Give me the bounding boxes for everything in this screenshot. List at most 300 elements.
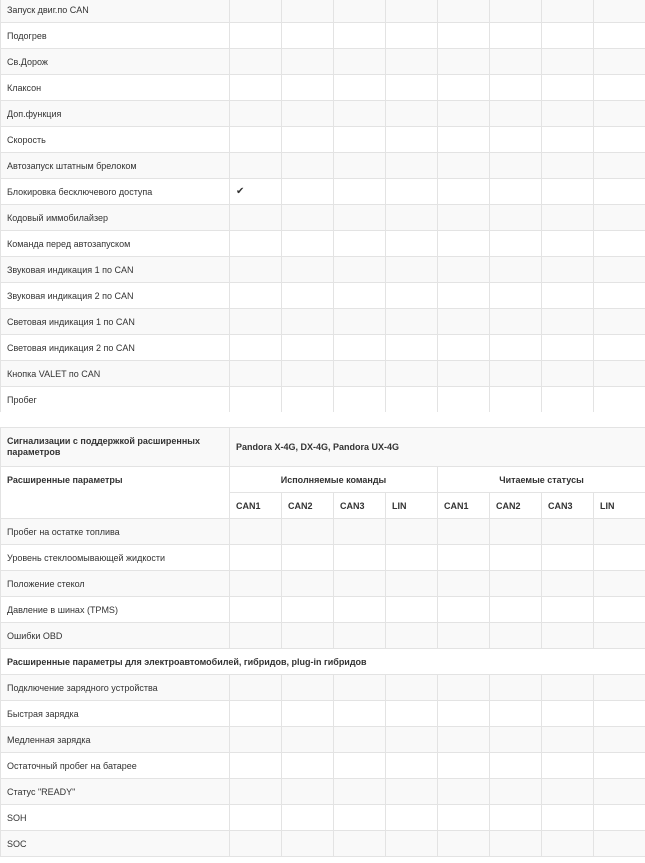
value-cell	[334, 545, 386, 571]
row-label: Пробег	[1, 387, 230, 413]
value-cell	[438, 231, 490, 257]
value-cell	[438, 257, 490, 283]
value-cell	[334, 153, 386, 179]
value-cell	[438, 127, 490, 153]
value-cell	[438, 75, 490, 101]
value-cell	[438, 727, 490, 753]
value-cell	[334, 179, 386, 205]
row-label: Звуковая индикация 1 по CAN	[1, 257, 230, 283]
value-cell	[490, 805, 542, 831]
capabilities-table	[0, 0, 645, 413]
value-cell	[230, 309, 282, 335]
value-cell	[438, 545, 490, 571]
value-cell	[438, 361, 490, 387]
value-cell	[230, 519, 282, 545]
table-row	[1, 805, 645, 831]
table-row	[1, 571, 645, 597]
value-cell	[386, 623, 438, 649]
value-cell	[542, 805, 594, 831]
table-row	[1, 127, 645, 153]
value-cell	[230, 0, 282, 23]
row-label: Автозапуск штатным брелоком	[1, 153, 230, 179]
value-cell	[386, 101, 438, 127]
value-cell	[542, 75, 594, 101]
value-cell	[438, 283, 490, 309]
value-cell	[230, 545, 282, 571]
value-cell	[282, 0, 334, 23]
value-cell	[230, 101, 282, 127]
value-cell	[542, 361, 594, 387]
value-cell	[334, 701, 386, 727]
value-cell	[230, 831, 282, 857]
row-label: Кодовый иммобилайзер	[1, 205, 230, 231]
value-cell	[542, 727, 594, 753]
value-cell	[230, 257, 282, 283]
table-row	[1, 519, 645, 545]
value-cell	[334, 257, 386, 283]
value-cell	[334, 127, 386, 153]
table-row	[1, 727, 645, 753]
value-cell	[594, 675, 645, 701]
row-label: Звуковая индикация 2 по CAN	[1, 283, 230, 309]
value-cell	[490, 205, 542, 231]
value-cell	[438, 805, 490, 831]
value-cell	[386, 23, 438, 49]
value-cell	[490, 231, 542, 257]
value-cell	[230, 753, 282, 779]
row-label: Статус "READY"	[1, 779, 230, 805]
value-cell	[594, 753, 645, 779]
value-cell	[438, 49, 490, 75]
value-cell	[542, 0, 594, 23]
value-cell	[282, 127, 334, 153]
column-header: CAN3	[334, 493, 386, 519]
ev-section-header: Расширенные параметры для электроавтомобилей, гибридов, plug-in гибридов	[1, 649, 645, 675]
value-cell	[438, 179, 490, 205]
value-cell	[282, 805, 334, 831]
row-label: Положение стекол	[1, 571, 230, 597]
value-cell	[282, 309, 334, 335]
group-header-row	[1, 467, 645, 493]
value-cell	[334, 23, 386, 49]
value-cell	[386, 753, 438, 779]
row-label: Клаксон	[1, 75, 230, 101]
row-label: Подогрев	[1, 23, 230, 49]
value-cell	[542, 283, 594, 309]
value-cell	[490, 675, 542, 701]
table-row	[1, 623, 645, 649]
value-cell	[490, 23, 542, 49]
column-header: CAN3	[542, 493, 594, 519]
value-cell	[282, 179, 334, 205]
value-cell	[542, 779, 594, 805]
value-cell	[542, 387, 594, 413]
value-cell	[594, 23, 645, 49]
extended-params-table-body	[1, 428, 645, 857]
value-cell	[334, 779, 386, 805]
value-cell	[594, 101, 645, 127]
value-cell	[542, 519, 594, 545]
value-cell	[334, 231, 386, 257]
value-cell	[230, 387, 282, 413]
value-cell	[542, 545, 594, 571]
row-label: Скорость	[1, 127, 230, 153]
value-cell	[334, 387, 386, 413]
table-row	[1, 23, 645, 49]
value-cell	[490, 831, 542, 857]
value-cell	[490, 101, 542, 127]
table-row	[1, 205, 645, 231]
value-cell	[438, 623, 490, 649]
column-header: LIN	[386, 493, 438, 519]
value-cell	[282, 519, 334, 545]
value-cell	[230, 153, 282, 179]
value-cell	[334, 805, 386, 831]
value-cell	[282, 779, 334, 805]
value-cell	[282, 49, 334, 75]
row-label: Давление в шинах (TPMS)	[1, 597, 230, 623]
value-cell	[282, 231, 334, 257]
value-cell	[542, 753, 594, 779]
value-cell	[230, 701, 282, 727]
value-cell	[594, 623, 645, 649]
table-row	[1, 0, 645, 23]
value-cell	[438, 205, 490, 231]
value-cell	[386, 309, 438, 335]
value-cell	[334, 623, 386, 649]
value-cell	[542, 23, 594, 49]
value-cell	[230, 23, 282, 49]
row-label: SOC	[1, 831, 230, 857]
value-cell	[490, 623, 542, 649]
value-cell	[282, 753, 334, 779]
row-label: SOH	[1, 805, 230, 831]
value-cell	[594, 153, 645, 179]
value-cell	[282, 831, 334, 857]
table-row	[1, 309, 645, 335]
value-cell	[490, 753, 542, 779]
row-label: Медленная зарядка	[1, 727, 230, 753]
value-cell	[594, 571, 645, 597]
extended-params-table	[0, 427, 645, 857]
table-row	[1, 753, 645, 779]
value-cell	[386, 545, 438, 571]
value-cell	[542, 623, 594, 649]
value-cell	[230, 75, 282, 101]
row-label: Блокировка бесключевого доступа	[1, 179, 230, 205]
value-cell	[542, 127, 594, 153]
table-row	[1, 231, 645, 257]
row-label: Быстрая зарядка	[1, 701, 230, 727]
value-cell	[334, 101, 386, 127]
value-cell	[490, 597, 542, 623]
value-cell	[490, 387, 542, 413]
value-cell	[438, 675, 490, 701]
value-cell	[490, 257, 542, 283]
value-cell	[230, 571, 282, 597]
value-cell	[490, 545, 542, 571]
value-cell	[438, 831, 490, 857]
value-cell	[386, 831, 438, 857]
column-header: CAN2	[282, 493, 334, 519]
value-cell	[542, 101, 594, 127]
value-cell	[542, 153, 594, 179]
value-cell	[594, 179, 645, 205]
value-cell	[438, 309, 490, 335]
value-cell	[438, 753, 490, 779]
table-row	[1, 779, 645, 805]
value-cell	[230, 597, 282, 623]
value-cell	[386, 205, 438, 231]
value-cell	[438, 571, 490, 597]
value-cell	[334, 205, 386, 231]
value-cell	[438, 779, 490, 805]
value-cell	[282, 701, 334, 727]
value-cell	[542, 205, 594, 231]
value-cell	[386, 231, 438, 257]
value-cell	[386, 597, 438, 623]
value-cell	[282, 23, 334, 49]
row-label: Доп.функция	[1, 101, 230, 127]
value-cell	[490, 309, 542, 335]
value-cell	[282, 75, 334, 101]
value-cell	[594, 257, 645, 283]
alarm-models: Pandora X-4G, DX-4G, Pandora UX-4G	[230, 428, 645, 467]
value-cell	[282, 597, 334, 623]
alarm-header-row	[1, 428, 645, 467]
row-label: Команда перед автозапуском	[1, 231, 230, 257]
value-cell	[282, 727, 334, 753]
value-cell	[386, 519, 438, 545]
value-cell	[230, 361, 282, 387]
value-cell	[386, 779, 438, 805]
table-row	[1, 545, 645, 571]
table-row	[1, 179, 645, 205]
value-cell	[594, 309, 645, 335]
row-label: Кнопка VALET по CAN	[1, 361, 230, 387]
value-cell	[542, 231, 594, 257]
value-cell	[386, 335, 438, 361]
value-cell	[542, 49, 594, 75]
column-header: CAN1	[230, 493, 282, 519]
value-cell	[594, 127, 645, 153]
value-cell	[386, 127, 438, 153]
value-cell	[542, 597, 594, 623]
value-cell	[594, 49, 645, 75]
value-cell	[594, 727, 645, 753]
value-cell	[230, 283, 282, 309]
value-cell	[282, 545, 334, 571]
row-label: Световая индикация 1 по CAN	[1, 309, 230, 335]
value-cell	[282, 675, 334, 701]
value-cell	[334, 0, 386, 23]
group-exec-header: Исполняемые команды	[230, 467, 438, 493]
value-cell	[230, 779, 282, 805]
value-cell	[594, 361, 645, 387]
value-cell	[594, 387, 645, 413]
value-cell	[594, 519, 645, 545]
value-cell	[490, 361, 542, 387]
value-cell	[594, 283, 645, 309]
value-cell	[230, 727, 282, 753]
value-cell	[282, 623, 334, 649]
value-cell	[386, 387, 438, 413]
value-cell	[334, 597, 386, 623]
value-cell	[282, 153, 334, 179]
params-header: Расширенные параметры	[1, 467, 230, 519]
value-cell	[334, 75, 386, 101]
table-row	[1, 701, 645, 727]
value-cell	[490, 701, 542, 727]
value-cell	[542, 257, 594, 283]
value-cell	[230, 675, 282, 701]
ev-section-header-row	[1, 649, 645, 675]
value-cell	[594, 205, 645, 231]
value-cell	[334, 571, 386, 597]
value-cell	[386, 361, 438, 387]
value-cell	[282, 571, 334, 597]
value-cell	[282, 101, 334, 127]
value-cell	[438, 335, 490, 361]
value-cell	[230, 231, 282, 257]
value-cell	[594, 335, 645, 361]
table-row	[1, 75, 645, 101]
value-cell	[334, 727, 386, 753]
value-cell	[386, 0, 438, 23]
value-cell	[230, 49, 282, 75]
value-cell	[542, 335, 594, 361]
value-cell	[438, 23, 490, 49]
table-row	[1, 257, 645, 283]
value-cell	[386, 701, 438, 727]
table-row	[1, 335, 645, 361]
column-header: CAN1	[438, 493, 490, 519]
value-cell	[438, 0, 490, 23]
value-cell	[490, 779, 542, 805]
value-cell	[438, 519, 490, 545]
value-cell	[334, 519, 386, 545]
value-cell	[490, 335, 542, 361]
value-cell	[282, 283, 334, 309]
row-label: Световая индикация 2 по CAN	[1, 335, 230, 361]
value-cell	[282, 257, 334, 283]
column-header: LIN	[594, 493, 645, 519]
table-row	[1, 831, 645, 857]
row-label: Уровень стеклоомывающей жидкости	[1, 545, 230, 571]
value-cell	[282, 205, 334, 231]
value-cell	[490, 179, 542, 205]
value-cell	[542, 675, 594, 701]
value-cell	[438, 597, 490, 623]
row-label: Ошибки OBD	[1, 623, 230, 649]
value-cell	[594, 831, 645, 857]
value-cell	[542, 309, 594, 335]
value-cell	[282, 361, 334, 387]
value-cell	[490, 75, 542, 101]
row-label: Св.Дорож	[1, 49, 230, 75]
value-cell	[542, 701, 594, 727]
value-cell	[230, 205, 282, 231]
value-cell	[230, 127, 282, 153]
value-cell	[334, 335, 386, 361]
value-cell	[490, 571, 542, 597]
table-row	[1, 283, 645, 309]
group-read-header: Читаемые статусы	[438, 467, 645, 493]
value-cell	[386, 805, 438, 831]
value-cell	[438, 153, 490, 179]
alarm-title: Сигнализации с поддержкой расширенных параметров	[1, 428, 230, 467]
value-cell	[594, 805, 645, 831]
table-row	[1, 675, 645, 701]
value-cell	[334, 49, 386, 75]
table-row	[1, 361, 645, 387]
value-cell	[386, 49, 438, 75]
table-row	[1, 387, 645, 413]
value-cell	[334, 283, 386, 309]
value-cell	[230, 623, 282, 649]
column-header: CAN2	[490, 493, 542, 519]
value-cell	[490, 0, 542, 23]
value-cell	[334, 361, 386, 387]
row-label: Остаточный пробег на батарее	[1, 753, 230, 779]
value-cell	[334, 753, 386, 779]
value-cell	[542, 571, 594, 597]
value-cell	[386, 727, 438, 753]
value-cell	[594, 701, 645, 727]
value-cell	[594, 231, 645, 257]
value-cell	[594, 0, 645, 23]
table-gap	[0, 412, 645, 427]
value-cell	[542, 831, 594, 857]
table-row	[1, 101, 645, 127]
value-cell	[594, 597, 645, 623]
value-cell	[594, 545, 645, 571]
value-cell	[386, 75, 438, 101]
value-cell	[334, 831, 386, 857]
value-cell	[386, 675, 438, 701]
value-cell	[490, 127, 542, 153]
row-label: Запуск двиг.по CAN	[1, 0, 230, 23]
value-cell	[594, 75, 645, 101]
value-cell	[594, 779, 645, 805]
value-cell	[490, 519, 542, 545]
value-cell	[230, 805, 282, 831]
value-cell	[386, 571, 438, 597]
table-row	[1, 153, 645, 179]
table-row	[1, 597, 645, 623]
value-cell	[438, 701, 490, 727]
value-cell	[282, 387, 334, 413]
value-cell	[334, 309, 386, 335]
capabilities-table-body	[1, 0, 645, 413]
value-cell	[386, 179, 438, 205]
value-cell	[282, 335, 334, 361]
value-cell	[542, 179, 594, 205]
checkmark-icon: ✔	[230, 179, 282, 205]
value-cell	[386, 153, 438, 179]
row-label: Подключение зарядного устройства	[1, 675, 230, 701]
value-cell	[490, 283, 542, 309]
value-cell	[490, 153, 542, 179]
value-cell	[334, 675, 386, 701]
value-cell	[386, 257, 438, 283]
value-cell	[386, 283, 438, 309]
value-cell	[490, 49, 542, 75]
row-label: Пробег на остатке топлива	[1, 519, 230, 545]
value-cell	[230, 335, 282, 361]
value-cell	[490, 727, 542, 753]
table-row	[1, 49, 645, 75]
